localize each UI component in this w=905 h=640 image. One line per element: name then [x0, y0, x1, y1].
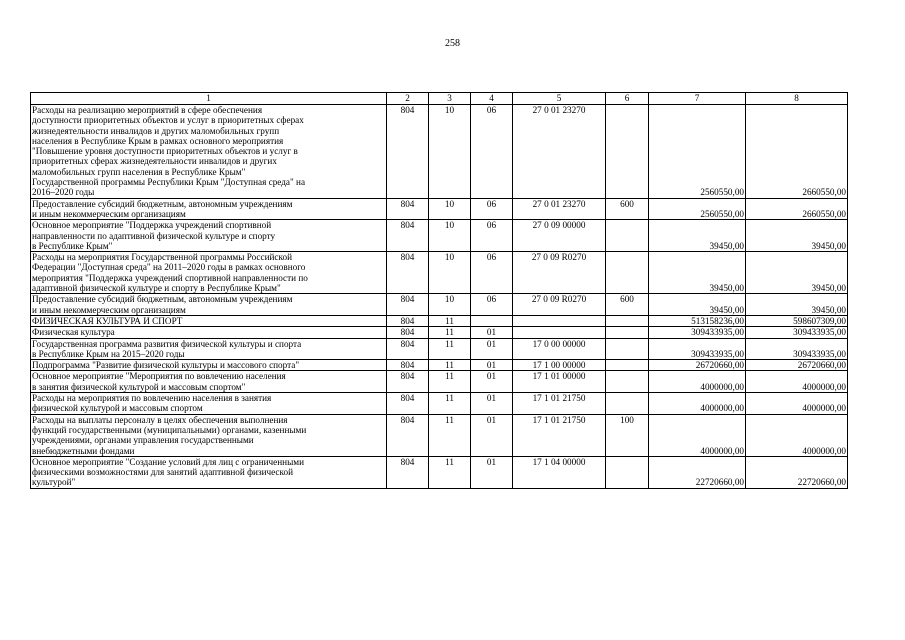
row-description: [31, 393, 387, 415]
column-header: 7: [649, 93, 746, 105]
description-line: Государственной программы Республики Крым "Доступная среда" на: [32, 177, 306, 188]
amount-year2-cell: 598607309,00: [746, 315, 848, 326]
description-line: Основное мероприятие "Мероприятия по вовлечению населения: [32, 371, 286, 382]
table-row: [31, 360, 848, 371]
column-header: 1: [31, 93, 387, 105]
row-description: [31, 315, 387, 326]
admin-code-cell: 804: [387, 327, 429, 338]
expense-type-cell: [606, 338, 649, 360]
admin-code-cell: 804: [387, 198, 429, 220]
admin-code-cell: 804: [387, 315, 429, 326]
subsection-cell: 06: [471, 198, 513, 220]
table-row: [31, 456, 848, 488]
description-line: Основное мероприятие "Поддержка учреждений спортивной: [32, 220, 272, 231]
expense-type-cell: 600: [606, 294, 649, 316]
subsection-cell: 01: [471, 414, 513, 456]
amount-year1-cell: 26720660,00: [649, 360, 746, 371]
section-cell: 11: [429, 393, 471, 415]
description-line: физическими возможностями для занятий адаптивной физической: [32, 467, 294, 478]
admin-code-cell: 804: [387, 360, 429, 371]
amount-year1-cell: 513158236,00: [649, 315, 746, 326]
subsection-cell: [471, 315, 513, 326]
description-line: в занятия физической культурой и массовым спортом": [32, 381, 246, 392]
amount-year2-cell: 4000000,00: [746, 414, 848, 456]
target-article-cell: 17 1 01 21750: [513, 393, 606, 415]
amount-year1-cell: 39450,00: [649, 220, 746, 252]
amount-year2-cell: 39450,00: [746, 220, 848, 252]
description-line: Государственная программа развития физической культуры и спорта: [32, 338, 302, 349]
row-description: [31, 338, 387, 360]
subsection-cell: 01: [471, 327, 513, 338]
target-article-cell: [513, 315, 606, 326]
description-line: Расходы на выплаты персоналу в целях обеспечения выполнения: [32, 414, 288, 425]
subsection-cell: 01: [471, 371, 513, 393]
expense-type-cell: 600: [606, 198, 649, 220]
description-line: Федерации "Доступная среда" на 2011–2020 годы в рамках основного: [32, 262, 306, 273]
amount-year1-cell: 22720660,00: [649, 456, 746, 488]
target-article-cell: 27 0 01 23270: [513, 198, 606, 220]
subsection-cell: 06: [471, 252, 513, 294]
target-article-cell: 27 0 09 R0270: [513, 252, 606, 294]
expense-type-cell: [606, 327, 649, 338]
section-cell: 11: [429, 456, 471, 488]
section-cell: 10: [429, 198, 471, 220]
budget-table: [30, 92, 848, 489]
section-cell: 11: [429, 414, 471, 456]
target-article-cell: 17 1 00 00000: [513, 360, 606, 371]
description-line: адаптивной физической культуре и спорту в Республике Крым": [32, 283, 281, 294]
section-cell: 10: [429, 252, 471, 294]
description-line: Расходы на мероприятия по вовлечению населения в занятия: [32, 393, 272, 404]
description-line: культурой": [32, 477, 76, 488]
amount-year2-cell: 26720660,00: [746, 360, 848, 371]
row-description: [31, 105, 387, 199]
amount-year2-cell: 4000000,00: [746, 393, 848, 415]
description-line: Расходы на реализацию мероприятий в сфере обеспечения: [32, 105, 263, 115]
page-number: 258: [445, 38, 460, 49]
column-header: 5: [513, 93, 606, 105]
description-line: приоритетных сферах жизнедеятельности инвалидов и других: [32, 156, 277, 167]
column-header: 8: [746, 93, 848, 105]
subsection-cell: 06: [471, 220, 513, 252]
row-description: [31, 220, 387, 252]
admin-code-cell: 804: [387, 338, 429, 360]
section-cell: 11: [429, 338, 471, 360]
row-description: [31, 456, 387, 488]
target-article-cell: 17 0 00 00000: [513, 338, 606, 360]
description-line: в Республике Крым на 2015–2020 годы: [32, 348, 185, 359]
expense-type-cell: [606, 252, 649, 294]
amount-year1-cell: 4000000,00: [649, 393, 746, 415]
amount-year2-cell: 39450,00: [746, 294, 848, 316]
section-cell: 11: [429, 315, 471, 326]
table-body: [31, 105, 848, 489]
row-description: [31, 198, 387, 220]
description-line: Физическая культура: [32, 327, 115, 338]
amount-year1-cell: 2560550,00: [649, 198, 746, 220]
description-line: 2016–2020 годы: [32, 187, 95, 198]
expense-type-cell: [606, 393, 649, 415]
section-cell: 10: [429, 105, 471, 199]
admin-code-cell: 804: [387, 252, 429, 294]
amount-year1-cell: 4000000,00: [649, 371, 746, 393]
description-line: учреждениями, органами управления государственными: [32, 435, 254, 446]
row-description: [31, 294, 387, 316]
table-row: [31, 220, 848, 252]
description-line: мероприятия "Поддержка учреждений спортивной направленности по: [32, 272, 308, 283]
description-line: населения в Республике Крым в рамках основного мероприятия: [32, 135, 284, 146]
admin-code-cell: 804: [387, 414, 429, 456]
table-row: [31, 315, 848, 326]
table-row: [31, 252, 848, 294]
description-line: и иным некоммерческим организациям: [32, 304, 186, 315]
amount-year1-cell: 309433935,00: [649, 338, 746, 360]
amount-year2-cell: 309433935,00: [746, 338, 848, 360]
row-description: [31, 327, 387, 338]
amount-year1-cell: 39450,00: [649, 294, 746, 316]
amount-year1-cell: 2560550,00: [649, 105, 746, 199]
amount-year2-cell: 2660550,00: [746, 198, 848, 220]
subsection-cell: 01: [471, 456, 513, 488]
amount-year2-cell: 4000000,00: [746, 371, 848, 393]
amount-year2-cell: 39450,00: [746, 252, 848, 294]
subsection-cell: 06: [471, 294, 513, 316]
target-article-cell: 17 1 04 00000: [513, 456, 606, 488]
amount-year2-cell: 309433935,00: [746, 327, 848, 338]
description-line: функций государственными (муниципальными) органами, казенными: [32, 424, 307, 435]
subsection-cell: 01: [471, 393, 513, 415]
description-line: ФИЗИЧЕСКАЯ КУЛЬТУРА И СПОРТ: [32, 315, 183, 326]
amount-year1-cell: 39450,00: [649, 252, 746, 294]
expense-type-cell: [606, 105, 649, 199]
table-row: [31, 198, 848, 220]
column-header: 3: [429, 93, 471, 105]
description-line: Предоставление субсидий бюджетным, автономным учреждениям: [32, 198, 293, 209]
section-cell: 10: [429, 220, 471, 252]
table-header-row: [31, 93, 848, 105]
description-line: Предоставление субсидий бюджетным, автономным учреждениям: [32, 294, 293, 305]
description-line: Подпрограмма "Развитие физической культуры и массового спорта": [32, 360, 300, 371]
admin-code-cell: 804: [387, 105, 429, 199]
description-line: внебюджетными фондами: [32, 445, 135, 456]
admin-code-cell: 804: [387, 393, 429, 415]
subsection-cell: 01: [471, 338, 513, 360]
target-article-cell: [513, 327, 606, 338]
column-header: 6: [606, 93, 649, 105]
description-line: физической культурой и массовым спортом: [32, 403, 203, 414]
description-line: направленности по адаптивной физической культуре и спорту: [32, 230, 276, 241]
amount-year2-cell: 2660550,00: [746, 105, 848, 199]
table-row: [31, 414, 848, 456]
admin-code-cell: 804: [387, 456, 429, 488]
expense-type-cell: 100: [606, 414, 649, 456]
section-cell: 11: [429, 371, 471, 393]
row-description: [31, 414, 387, 456]
description-line: "Повышение уровня доступности приоритетных объектов и услуг в: [32, 146, 298, 157]
expense-type-cell: [606, 371, 649, 393]
description-line: в Республике Крым": [32, 240, 113, 251]
amount-year1-cell: 4000000,00: [649, 414, 746, 456]
table-row: [31, 338, 848, 360]
target-article-cell: 17 1 01 00000: [513, 371, 606, 393]
section-cell: 11: [429, 360, 471, 371]
expense-type-cell: [606, 456, 649, 488]
description-line: доступности приоритетных объектов и услуг в приоритетных сферах: [32, 115, 304, 126]
expense-type-cell: [606, 360, 649, 371]
admin-code-cell: 804: [387, 220, 429, 252]
target-article-cell: 27 0 09 R0270: [513, 294, 606, 316]
expense-type-cell: [606, 315, 649, 326]
table-row: [31, 105, 848, 199]
amount-year1-cell: 309433935,00: [649, 327, 746, 338]
admin-code-cell: 804: [387, 371, 429, 393]
table-row: [31, 327, 848, 338]
table-row: [31, 371, 848, 393]
description-line: жизнедеятельности инвалидов и других маломобильных групп: [32, 125, 280, 136]
description-line: Основное мероприятие "Создание условий для лиц с ограниченными: [32, 456, 304, 467]
description-line: Расходы на мероприятия Государственной программы Российской: [32, 252, 292, 263]
subsection-cell: 06: [471, 105, 513, 199]
expense-type-cell: [606, 220, 649, 252]
table-row: [31, 393, 848, 415]
row-description: [31, 252, 387, 294]
column-header: 4: [471, 93, 513, 105]
target-article-cell: 17 1 01 21750: [513, 414, 606, 456]
amount-year2-cell: 22720660,00: [746, 456, 848, 488]
table-row: [31, 294, 848, 316]
subsection-cell: 01: [471, 360, 513, 371]
target-article-cell: 27 0 01 23270: [513, 105, 606, 199]
column-header: 2: [387, 93, 429, 105]
admin-code-cell: 804: [387, 294, 429, 316]
row-description: [31, 360, 387, 371]
target-article-cell: 27 0 09 00000: [513, 220, 606, 252]
description-line: маломобильных групп населения в Республике Крым": [32, 166, 246, 177]
row-description: [31, 371, 387, 393]
section-cell: 11: [429, 327, 471, 338]
section-cell: 10: [429, 294, 471, 316]
description-line: и иным некоммерческим организациям: [32, 208, 186, 219]
